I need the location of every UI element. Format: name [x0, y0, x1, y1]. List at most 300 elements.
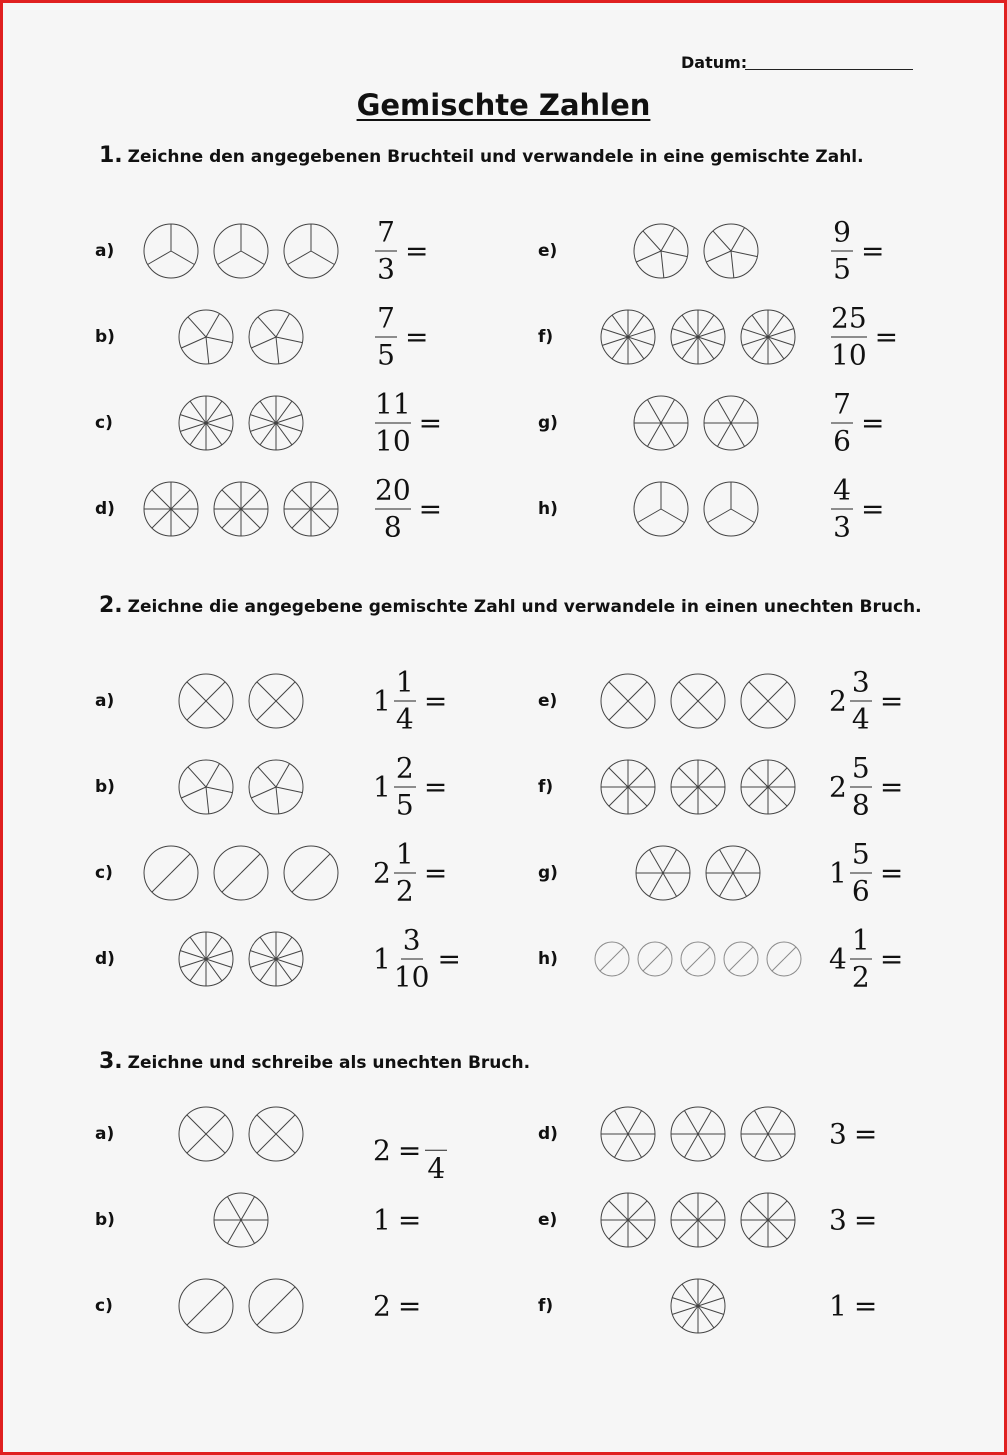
- task-instruction-2: [99, 593, 922, 618]
- fraction-circle[interactable]: [739, 672, 797, 730]
- numerator: 20: [375, 477, 411, 510]
- fraction-circle[interactable]: [247, 1277, 305, 1335]
- division-line: [768, 1201, 787, 1220]
- math-expression: [829, 1290, 877, 1323]
- whole-number: 1: [373, 1203, 391, 1237]
- division-line: [180, 415, 206, 423]
- division-line: [152, 509, 171, 528]
- fraction-circle[interactable]: [142, 480, 200, 538]
- division-line: [180, 951, 206, 959]
- division-line: [187, 1115, 206, 1134]
- item-label: e): [538, 241, 558, 261]
- division-line: [628, 787, 647, 806]
- equals-sign: =: [418, 406, 443, 440]
- division-line: [609, 682, 628, 701]
- equals-sign: =: [874, 320, 899, 354]
- division-line: [250, 423, 276, 431]
- division-line: [663, 873, 677, 896]
- division-line: [698, 947, 710, 959]
- division-line: [311, 509, 330, 528]
- division-line: [685, 1134, 699, 1157]
- math-expression: [373, 837, 448, 908]
- division-line: [768, 682, 787, 701]
- division-line: [679, 701, 698, 720]
- math-expression: [829, 301, 899, 372]
- division-line: [257, 1306, 276, 1325]
- fraction: [829, 301, 869, 372]
- fraction-circle[interactable]: [765, 940, 803, 978]
- fraction-circle[interactable]: [669, 1191, 727, 1249]
- equals-sign: =: [853, 1289, 878, 1323]
- division-line: [251, 787, 276, 798]
- math-expression: [829, 1204, 877, 1237]
- numerator: 25: [831, 305, 867, 338]
- task-instruction-1: [99, 143, 864, 168]
- fraction-circle[interactable]: [177, 930, 235, 988]
- division-line: [628, 1134, 642, 1157]
- division-line: [276, 337, 279, 364]
- fraction-circle[interactable]: [212, 222, 270, 280]
- division-line: [749, 787, 768, 806]
- page-title: Gemischte Zahlen: [356, 88, 651, 122]
- division-line: [190, 937, 206, 959]
- whole-number: 1: [829, 856, 847, 890]
- division-line: [241, 1220, 255, 1243]
- division-line: [206, 314, 220, 337]
- division-line: [698, 329, 724, 337]
- date-label: Datum:: [681, 53, 748, 72]
- division-line: [206, 337, 209, 364]
- item-label: h): [538, 499, 558, 519]
- item-label: b): [95, 777, 115, 797]
- item-label: b): [95, 327, 115, 347]
- numerator: 1: [394, 669, 416, 702]
- fraction-circle[interactable]: [599, 1105, 657, 1163]
- division-line: [643, 959, 655, 971]
- division-line: [661, 509, 684, 523]
- division-line: [784, 947, 796, 959]
- equals-sign: =: [879, 942, 904, 976]
- division-line: [257, 1115, 276, 1134]
- division-line: [682, 1306, 698, 1328]
- division-line: [679, 787, 698, 806]
- division-line: [612, 337, 628, 359]
- whole-number: 2: [373, 1289, 391, 1323]
- division-line: [311, 251, 334, 265]
- fraction-circle[interactable]: [247, 930, 305, 988]
- math-expression: [373, 665, 448, 736]
- answer-fraction: [423, 1118, 449, 1183]
- fraction-circle[interactable]: [599, 308, 657, 366]
- denominator: 10: [393, 960, 430, 994]
- division-line: [698, 768, 717, 787]
- division-line: [612, 947, 624, 959]
- division-line: [612, 315, 628, 337]
- division-line: [251, 337, 276, 348]
- fraction-circle[interactable]: [669, 1105, 727, 1163]
- fraction: [829, 473, 855, 544]
- fraction: [392, 837, 418, 908]
- division-line: [682, 315, 698, 337]
- division-line: [206, 423, 232, 431]
- division-line: [698, 1306, 724, 1314]
- task-text: Zeichne den angegebenen Bruchteil und verwandele in eine gemischte Zahl.: [127, 147, 864, 167]
- fraction-circle[interactable]: [739, 308, 797, 366]
- division-line: [181, 787, 206, 798]
- division-line: [276, 951, 302, 959]
- fraction-circle[interactable]: [702, 394, 760, 452]
- division-line: [698, 701, 717, 720]
- fraction-circle[interactable]: [634, 844, 692, 902]
- fraction: [392, 665, 418, 736]
- item-label: a): [95, 1124, 115, 1144]
- denominator: 10: [831, 338, 867, 372]
- division-line: [752, 337, 768, 359]
- division-line: [222, 509, 241, 528]
- division-line: [260, 423, 276, 445]
- fraction: [848, 751, 874, 822]
- fraction-circle[interactable]: [599, 758, 657, 816]
- whole-number: 1: [373, 684, 391, 718]
- equals-sign: =: [397, 1289, 422, 1323]
- fraction: [829, 387, 855, 458]
- division-line: [292, 490, 311, 509]
- whole-number: 3: [829, 1203, 847, 1237]
- division-line: [187, 701, 206, 720]
- division-line: [698, 1298, 724, 1306]
- division-line: [643, 231, 661, 251]
- division-line: [258, 317, 276, 337]
- fraction: [848, 837, 874, 908]
- fraction-circle[interactable]: [177, 394, 235, 452]
- division-line: [187, 1306, 206, 1325]
- division-line: [768, 337, 794, 345]
- numerator: 7: [375, 305, 397, 338]
- numerator: 7: [831, 391, 853, 424]
- division-line: [772, 959, 784, 971]
- math-expression: [829, 387, 885, 458]
- fraction-circle[interactable]: [632, 222, 690, 280]
- division-line: [731, 251, 734, 278]
- division-line: [733, 873, 747, 896]
- whole-number: 3: [829, 1117, 847, 1151]
- division-line: [698, 337, 714, 359]
- fraction-circle[interactable]: [669, 672, 727, 730]
- division-line: [749, 1201, 768, 1220]
- whole-number: 2: [373, 1133, 391, 1167]
- division-line: [276, 701, 295, 720]
- denominator: 2: [851, 960, 870, 994]
- division-line: [602, 329, 628, 337]
- math-expression: [373, 923, 461, 994]
- division-line: [729, 959, 741, 971]
- math-expression: [373, 1118, 449, 1183]
- division-line: [720, 873, 734, 896]
- fraction-circle[interactable]: [702, 222, 760, 280]
- division-line: [181, 337, 206, 348]
- division-line: [288, 251, 311, 265]
- division-line: [661, 251, 687, 257]
- division-line: [276, 764, 290, 787]
- division-line: [250, 951, 276, 959]
- fraction-circle[interactable]: [632, 394, 690, 452]
- equals-sign: =: [879, 684, 904, 718]
- date-line[interactable]: [745, 69, 913, 70]
- division-line: [650, 873, 664, 896]
- fraction-circle[interactable]: [212, 480, 270, 538]
- fraction-circle[interactable]: [739, 1105, 797, 1163]
- division-line: [755, 1134, 769, 1157]
- fraction-circle[interactable]: [704, 844, 762, 902]
- division-line: [768, 1220, 787, 1239]
- division-line: [276, 1115, 295, 1134]
- numerator-blank[interactable]: [425, 1118, 447, 1151]
- equals-sign: =: [861, 492, 885, 526]
- division-line: [663, 850, 677, 873]
- division-line: [188, 317, 206, 337]
- division-line: [718, 400, 732, 423]
- division-line: [685, 1111, 699, 1134]
- numerator: 3: [401, 927, 423, 960]
- fraction-circle[interactable]: [702, 480, 760, 538]
- division-line: [292, 509, 311, 528]
- division-line: [679, 1201, 698, 1220]
- task-number: 2.: [99, 593, 123, 618]
- fraction-circle[interactable]: [177, 1277, 235, 1335]
- fraction: [392, 751, 418, 822]
- math-expression: [829, 665, 904, 736]
- numerator: 7: [375, 219, 397, 252]
- division-line: [609, 701, 628, 720]
- fraction-circle[interactable]: [177, 1105, 235, 1163]
- division-line: [708, 509, 731, 523]
- division-line: [171, 490, 190, 509]
- division-line: [713, 231, 731, 251]
- item-label: f): [538, 327, 554, 347]
- division-line: [749, 682, 768, 701]
- numerator: 5: [850, 755, 872, 788]
- division-line: [615, 1111, 629, 1134]
- division-line: [741, 947, 753, 959]
- equals-sign: =: [423, 770, 448, 804]
- equals-sign: =: [853, 1117, 878, 1151]
- fraction-circle[interactable]: [599, 672, 657, 730]
- fraction-circle[interactable]: [636, 940, 674, 978]
- division-line: [206, 1287, 225, 1306]
- fraction-circle[interactable]: [282, 844, 340, 902]
- numerator: 5: [850, 841, 872, 874]
- division-line: [615, 1134, 629, 1157]
- fraction-circle[interactable]: [212, 844, 270, 902]
- fraction-circle[interactable]: [247, 394, 305, 452]
- division-line: [661, 400, 675, 423]
- math-expression: [373, 1204, 421, 1237]
- division-line: [698, 315, 714, 337]
- division-line: [731, 400, 745, 423]
- fraction-circle[interactable]: [599, 1191, 657, 1249]
- division-line: [206, 787, 232, 793]
- fraction-circle[interactable]: [177, 308, 235, 366]
- fraction-circle[interactable]: [142, 844, 200, 902]
- denominator: 6: [851, 874, 870, 908]
- math-expression: [829, 751, 904, 822]
- math-expression: [829, 215, 885, 286]
- whole-number: 1: [373, 942, 391, 976]
- division-line: [650, 850, 664, 873]
- fraction-circle[interactable]: [247, 308, 305, 366]
- division-line: [731, 509, 754, 523]
- division-line: [276, 787, 279, 814]
- division-line: [276, 787, 302, 793]
- division-line: [768, 315, 784, 337]
- division-line: [241, 854, 260, 873]
- fraction: [373, 301, 399, 372]
- numerator: 1: [394, 841, 416, 874]
- whole-number: 2: [829, 770, 847, 804]
- equals-sign: =: [423, 684, 448, 718]
- whole-number: 2: [829, 684, 847, 718]
- division-line: [679, 1220, 698, 1239]
- equals-sign: =: [423, 856, 448, 890]
- denominator: 3: [833, 510, 851, 544]
- item-label: a): [95, 241, 115, 261]
- division-line: [206, 951, 232, 959]
- division-line: [628, 1111, 642, 1134]
- division-line: [609, 768, 628, 787]
- fraction-circle[interactable]: [669, 1277, 727, 1335]
- fraction-circle[interactable]: [247, 672, 305, 730]
- division-line: [628, 768, 647, 787]
- fraction-circle[interactable]: [679, 940, 717, 978]
- fraction-circle[interactable]: [669, 758, 727, 816]
- division-line: [228, 1220, 242, 1243]
- division-line: [755, 1111, 769, 1134]
- division-line: [628, 1201, 647, 1220]
- fraction: [373, 387, 413, 458]
- fraction-circle[interactable]: [593, 940, 631, 978]
- fraction-circle[interactable]: [212, 1191, 270, 1249]
- division-line: [206, 959, 232, 967]
- item-label: g): [538, 863, 558, 883]
- division-line: [206, 1115, 225, 1134]
- task-instruction-3: [99, 1049, 530, 1074]
- division-line: [257, 1134, 276, 1153]
- fraction-circle[interactable]: [177, 758, 235, 816]
- division-line: [768, 329, 794, 337]
- fraction-circle[interactable]: [739, 758, 797, 816]
- division-line: [768, 787, 787, 806]
- division-line: [733, 850, 747, 873]
- fraction: [848, 923, 874, 994]
- math-expression: [373, 301, 429, 372]
- division-line: [672, 337, 698, 345]
- division-line: [628, 701, 647, 720]
- division-line: [276, 682, 295, 701]
- division-line: [190, 423, 206, 445]
- denominator: 3: [377, 252, 395, 286]
- division-line: [749, 768, 768, 787]
- division-line: [190, 401, 206, 423]
- item-label: d): [95, 499, 115, 519]
- fraction: [373, 215, 399, 286]
- division-line: [276, 1134, 295, 1153]
- division-line: [171, 854, 190, 873]
- division-line: [661, 251, 664, 278]
- fraction: [848, 665, 874, 736]
- division-line: [698, 1201, 717, 1220]
- division-line: [187, 682, 206, 701]
- item-label: d): [538, 1124, 558, 1144]
- denominator: 8: [851, 788, 870, 822]
- fraction-circle[interactable]: [632, 480, 690, 538]
- fraction-circle[interactable]: [177, 672, 235, 730]
- denominator: 6: [833, 424, 851, 458]
- numerator: 2: [394, 755, 416, 788]
- division-line: [276, 415, 302, 423]
- division-line: [260, 937, 276, 959]
- item-label: b): [95, 1210, 115, 1230]
- division-line: [661, 423, 675, 446]
- division-line: [609, 1220, 628, 1239]
- division-line: [672, 329, 698, 337]
- division-line: [698, 1284, 714, 1306]
- item-label: e): [538, 1210, 558, 1230]
- division-line: [292, 873, 311, 892]
- item-label: h): [538, 949, 558, 969]
- fraction-circle[interactable]: [669, 308, 727, 366]
- division-line: [698, 337, 724, 345]
- division-line: [679, 768, 698, 787]
- fraction-circle[interactable]: [282, 222, 340, 280]
- division-line: [180, 423, 206, 431]
- division-line: [206, 415, 232, 423]
- division-line: [190, 959, 206, 981]
- fraction: [392, 923, 432, 994]
- division-line: [276, 1287, 295, 1306]
- equals-sign: =: [853, 1203, 878, 1237]
- whole-number: 1: [829, 1289, 847, 1323]
- division-line: [152, 873, 171, 892]
- task-number: 1.: [99, 143, 123, 168]
- task-number: 3.: [99, 1049, 123, 1074]
- division-line: [672, 1306, 698, 1314]
- fraction-circle[interactable]: [247, 758, 305, 816]
- equals-sign: =: [879, 770, 904, 804]
- item-label: f): [538, 777, 554, 797]
- denominator: 8: [383, 510, 402, 544]
- denominator: 5: [377, 338, 395, 372]
- division-line: [628, 337, 644, 359]
- division-line: [749, 701, 768, 720]
- division-line: [638, 509, 661, 523]
- division-line: [311, 490, 330, 509]
- division-line: [250, 415, 276, 423]
- fraction-circle[interactable]: [247, 1105, 305, 1163]
- division-line: [602, 337, 628, 345]
- equals-sign: =: [397, 1133, 422, 1167]
- division-line: [628, 329, 654, 337]
- fraction-circle[interactable]: [739, 1191, 797, 1249]
- numerator: 3: [850, 669, 872, 702]
- division-line: [768, 768, 787, 787]
- division-line: [720, 850, 734, 873]
- division-line: [768, 1111, 782, 1134]
- division-line: [276, 314, 290, 337]
- division-line: [600, 959, 612, 971]
- fraction-circle[interactable]: [282, 480, 340, 538]
- fraction-circle[interactable]: [722, 940, 760, 978]
- fraction-circle[interactable]: [142, 222, 200, 280]
